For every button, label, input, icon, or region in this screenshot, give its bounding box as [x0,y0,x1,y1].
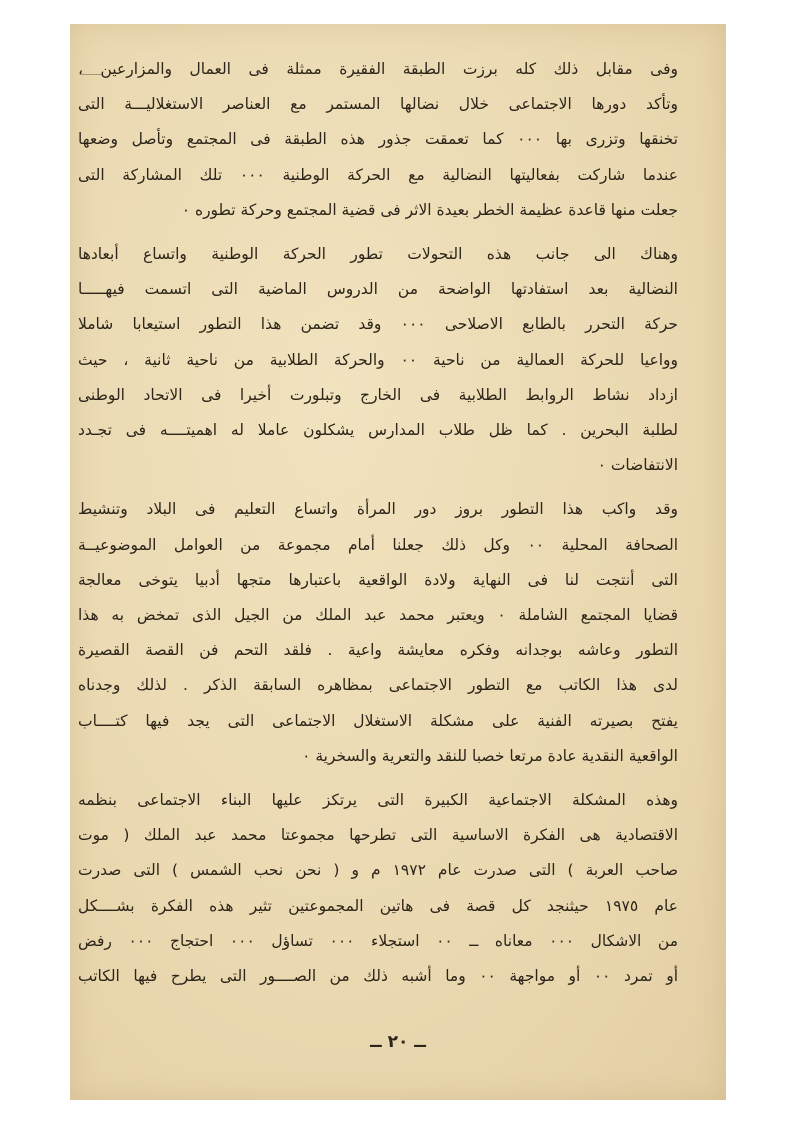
text-line: التى أنتجت لنا فى النهاية ولادة الواقعية باعتبارها متجها أدبيا يتوخى معالجة [78,570,678,589]
text-line: وواعيا للحركة العمالية من ناحية ٠٠ والحركة الطلابية من ناحية ثانية ، حيث [78,350,678,369]
text-line: وفى مقابل ذلك كله برزت الطبقة الفقيرة ممثلة فى العمال والمزارعين ، [78,60,678,78]
text-line: لدى هذا الكاتب مع التطور الاجتماعى بمظاهره السابقة الذكر . لذلك وجدناه [78,676,678,695]
paragraph-4 [78,783,678,994]
text-line: النضالية بعد استفادتها الواضحة من الدروس الماضية التى اتسمت فيهـــــا [78,280,678,299]
text-line: تخنقها وتزرى بها ٠٠٠ كما تعمقت جذور هذه الطبقة فى المجتمع وتأصل وضعها [78,130,678,149]
page-number: ــ ٢٠ ــ [370,1032,426,1052]
text-line: عندما شاركت بفعاليتها النضالية مع الحركة الوطنية ٠٠٠ تلك المشاركة التى [78,165,678,184]
text-line: عام ١٩٧٥ حيثنجد كل قصة فى هاتين المجموعتين تثير هذه الفكرة بشــــكل [78,896,678,915]
text-line: الصحافة المحلية ٠٠ وكل ذلك جعلنا أمام مجموعة من العوامل الموضوعيــة [78,535,678,554]
paragraph-3 [78,492,678,774]
text-line: جعلت منها قاعدة عظيمة الخطر بعيدة الاثر فى قضية المجتمع وحركة تطوره ٠ [181,200,678,219]
text-line: قضايا المجتمع الشاملة ٠ ويعتبر محمد عبد الملك من الجيل الذى تمخض به هذا [78,606,678,625]
text-line: ازداد نشاط الروابط الطلابية فى الخارج وتبلورت أخيرا فى الاتحاد الوطنى [78,385,678,404]
text-line: وقد واكب هذا التطور بروز دور المرأة واتساع التعليم فى البلاد وتنشيط [78,500,678,519]
document-body [78,52,678,994]
text-line: الواقعية النقدية عادة مرتعا خصبا للنقد والتعرية والسخرية ٠ [302,746,678,765]
text-line: يفتح بصيرته الفنية على مشكلة الاستغلال الاجتماعى التى يجد فيها كتــــاب [78,711,678,730]
text-line: من الاشكال ٠٠٠ معاناه ــ ٠٠ استجلاء ٠٠٠ تساؤل ٠٠٠ احتجاج ٠٠٠ رفض [78,931,678,950]
text-line: أو تمرد ٠٠ أو مواجهة ٠٠ وما أشبه ذلك من الصــــور التى يطرح فيها الكاتب [78,967,678,986]
paragraph-2 [78,237,678,483]
text-line: التطور وعاشه بوجدانه وفكره معايشة واعية . فلقد التحم فن القصة القصيرة [78,641,678,660]
text-line: حركة التحرر بالطابع الاصلاحى ٠٠٠ وقد تضمن هذا التطور استيعابا شاملا [78,315,678,334]
text-line: لطلبة البحرين . كما ظل طلاب المدارس يشكلون عاملا له اهميتــــه فى تجـدد [78,421,678,440]
text-line: صاحب العربة ) التى صدرت عام ١٩٧٢ م و ( نحن نحب الشمس ) التى صدرت [78,861,678,880]
text-line: وتأكد دورها الاجتماعى خلال نضالها المستمر مع العناصر الاستغلاليـــة التى [78,95,678,114]
text-line: وهذه المشكلة الاجتماعية الكبيرة التى يرتكز عليها البناء الاجتماعى بنظمه [78,791,678,810]
text-line: وهناك الى جانب هذه التحولات تطور الحركة الوطنية واتساع أبعادها [78,245,678,264]
text-line: الانتفاضات ٠ [597,456,678,475]
text-line: الاقتصادية هى الفكرة الاساسية التى تطرحها مجموعتا محمد عبد الملك ( موت [78,826,678,845]
paragraph-1 [78,52,678,228]
